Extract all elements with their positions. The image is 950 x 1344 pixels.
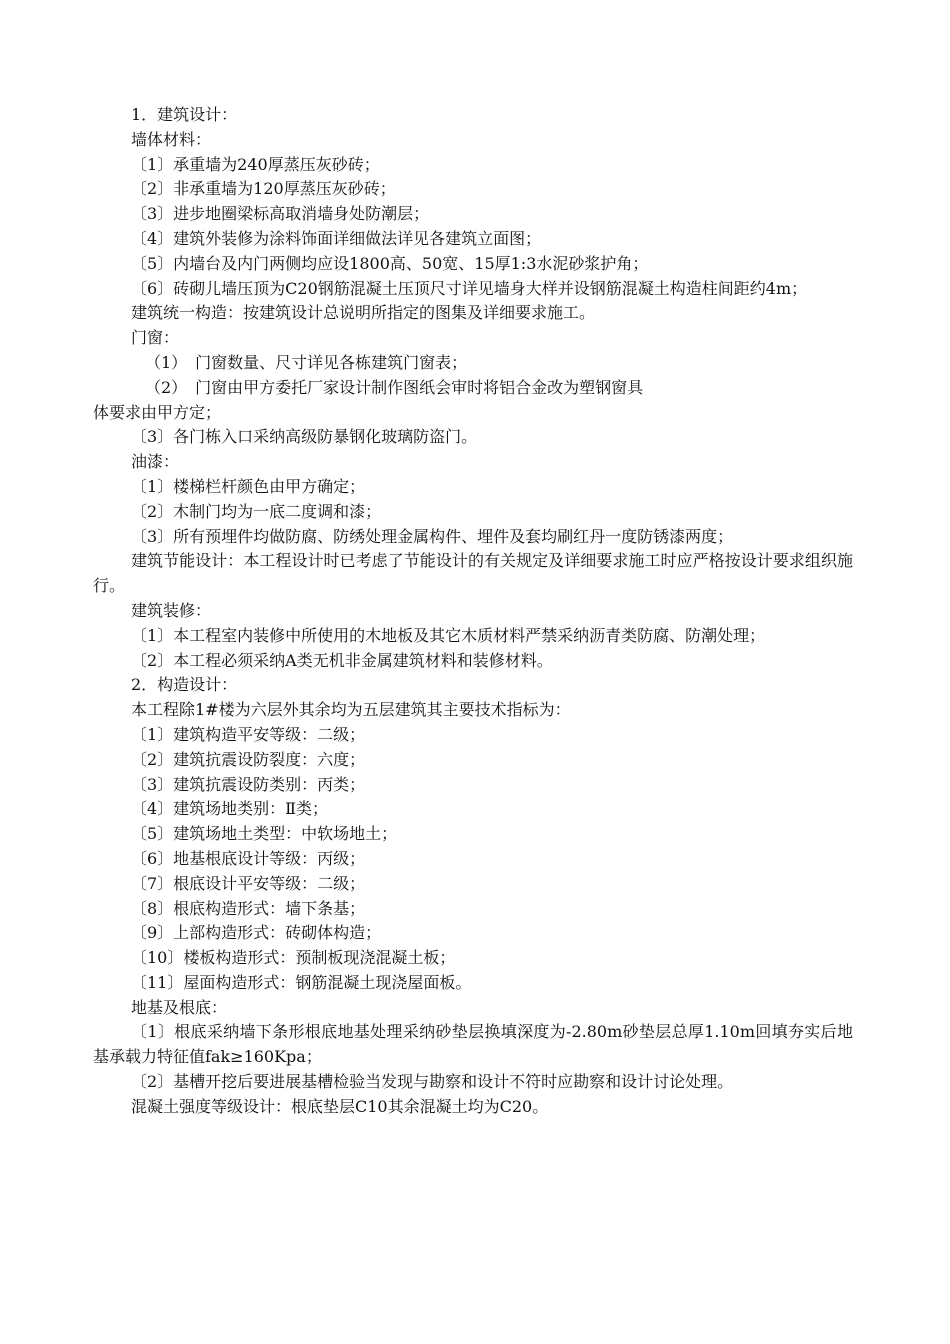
paragraph: 〔2〕木制门均为一底二度调和漆；: [131, 501, 382, 521]
list-item: 〔11〕屋面构造形式：钢筋混凝土现浇屋面板。: [131, 972, 472, 992]
paragraph: 〔1〕根底采纳墙下条形根底地基处理采纳砂垫层换填深度为-2.80m砂垫层总厚1.10m回填夯实后地基承载力特征值fak≥160Kpa；: [93, 1022, 853, 1067]
paragraph: （2） 门窗由甲方委托厂家设计制作图纸会审时将铝合金改为塑钢窗具: [145, 377, 644, 397]
paragraph: 〔3〕所有预埋件均做防腐、防绣处理金属构件、埋件及套均刷红丹一度防锈漆两度；: [131, 526, 734, 546]
paragraph: 混凝土强度等级设计：根底垫层C10其余混凝土均为C20。: [131, 1096, 549, 1116]
paragraph: 建筑统一构造：按建筑设计总说明所指定的图集及详细要求施工。: [131, 303, 596, 323]
list-item: 〔6〕地基根底设计等级：丙级；: [131, 848, 366, 868]
list-item: 〔2〕建筑抗震设防裂度：六度；: [131, 749, 366, 769]
paragraph: 〔1〕本工程室内装修中所使用的木地板及其它木质材料严禁采纳沥青类防腐、防潮处理；: [131, 625, 766, 645]
paragraph: 〔2〕基槽开挖后要进展基槽检验当发现与勘察和设计不符时应勘察和设计讨论处理。: [131, 1072, 734, 1092]
paragraph: 建筑节能设计：本工程设计时已考虑了节能设计的有关规定及详细要求施工时应严格按设计要求组织施行。: [93, 551, 853, 596]
document-body: [93, 103, 853, 1120]
paragraph: 本工程除1#楼为六层外其余均为五层建筑其主要技术指标为：: [131, 700, 571, 720]
list-item: 〔1〕建筑构造平安等级：二级；: [131, 724, 366, 744]
paragraph: 〔1〕楼梯栏杆颜色由甲方确定；: [131, 476, 366, 496]
paragraph: 〔3〕各门栋入口采纳高级防暴钢化玻璃防盗门。: [131, 427, 478, 447]
list-item: 〔8〕根底构造形式：墙下条基；: [131, 898, 366, 918]
paragraph: 〔1〕承重墙为240厚蒸压灰砂砖；: [131, 154, 380, 174]
paragraph: 〔2〕本工程必须采纳A类无机非金属建筑材料和装修材料。: [131, 650, 553, 670]
paragraph: 〔4〕建筑外装修为涂料饰面详细做法详见各建筑立面图；: [131, 228, 542, 248]
subheading-doors-windows: 门窗：: [131, 328, 180, 348]
section-heading-architecture: 1．建筑设计：: [131, 105, 238, 124]
list-item: 〔7〕根底设计平安等级：二级；: [131, 873, 366, 893]
paragraph: 〔5〕内墙台及内门两侧均应设1800高、50宽、15厚1:3水泥砂浆护角；: [131, 253, 649, 273]
list-item: 〔9〕上部构造形式：砖砌体构造；: [131, 923, 382, 943]
subheading-foundation: 地基及根底：: [131, 997, 228, 1017]
paragraph: 体要求由甲方定；: [93, 402, 222, 422]
list-item: 〔5〕建筑场地土类型：中软场地土；: [131, 824, 398, 844]
list-item: 〔3〕建筑抗震设防类别：丙类；: [131, 774, 366, 794]
subheading-wall-materials: 墙体材料：: [131, 129, 212, 149]
paragraph: 〔3〕进步地圈梁标高取消墙身处防潮层；: [131, 204, 430, 224]
paragraph: 〔6〕砖砌儿墙压顶为C20钢筋混凝土压顶尺寸详见墙身大样并设钢筋混凝土构造柱间距约4m；: [131, 278, 808, 298]
paragraph: 〔2〕非承重墙为120厚蒸压灰砂砖；: [131, 179, 396, 199]
subheading-paint: 油漆：: [131, 452, 180, 472]
subheading-decoration: 建筑装修：: [131, 600, 212, 620]
list-item: 〔10〕楼板构造形式：预制板现浇混凝土板；: [131, 948, 456, 968]
section-heading-structure: 2．构造设计：: [131, 675, 238, 695]
list-item: 〔4〕建筑场地类别：Ⅱ类；: [131, 799, 329, 819]
paragraph: （1） 门窗数量、尺寸详见各栋建筑门窗表；: [145, 352, 468, 372]
